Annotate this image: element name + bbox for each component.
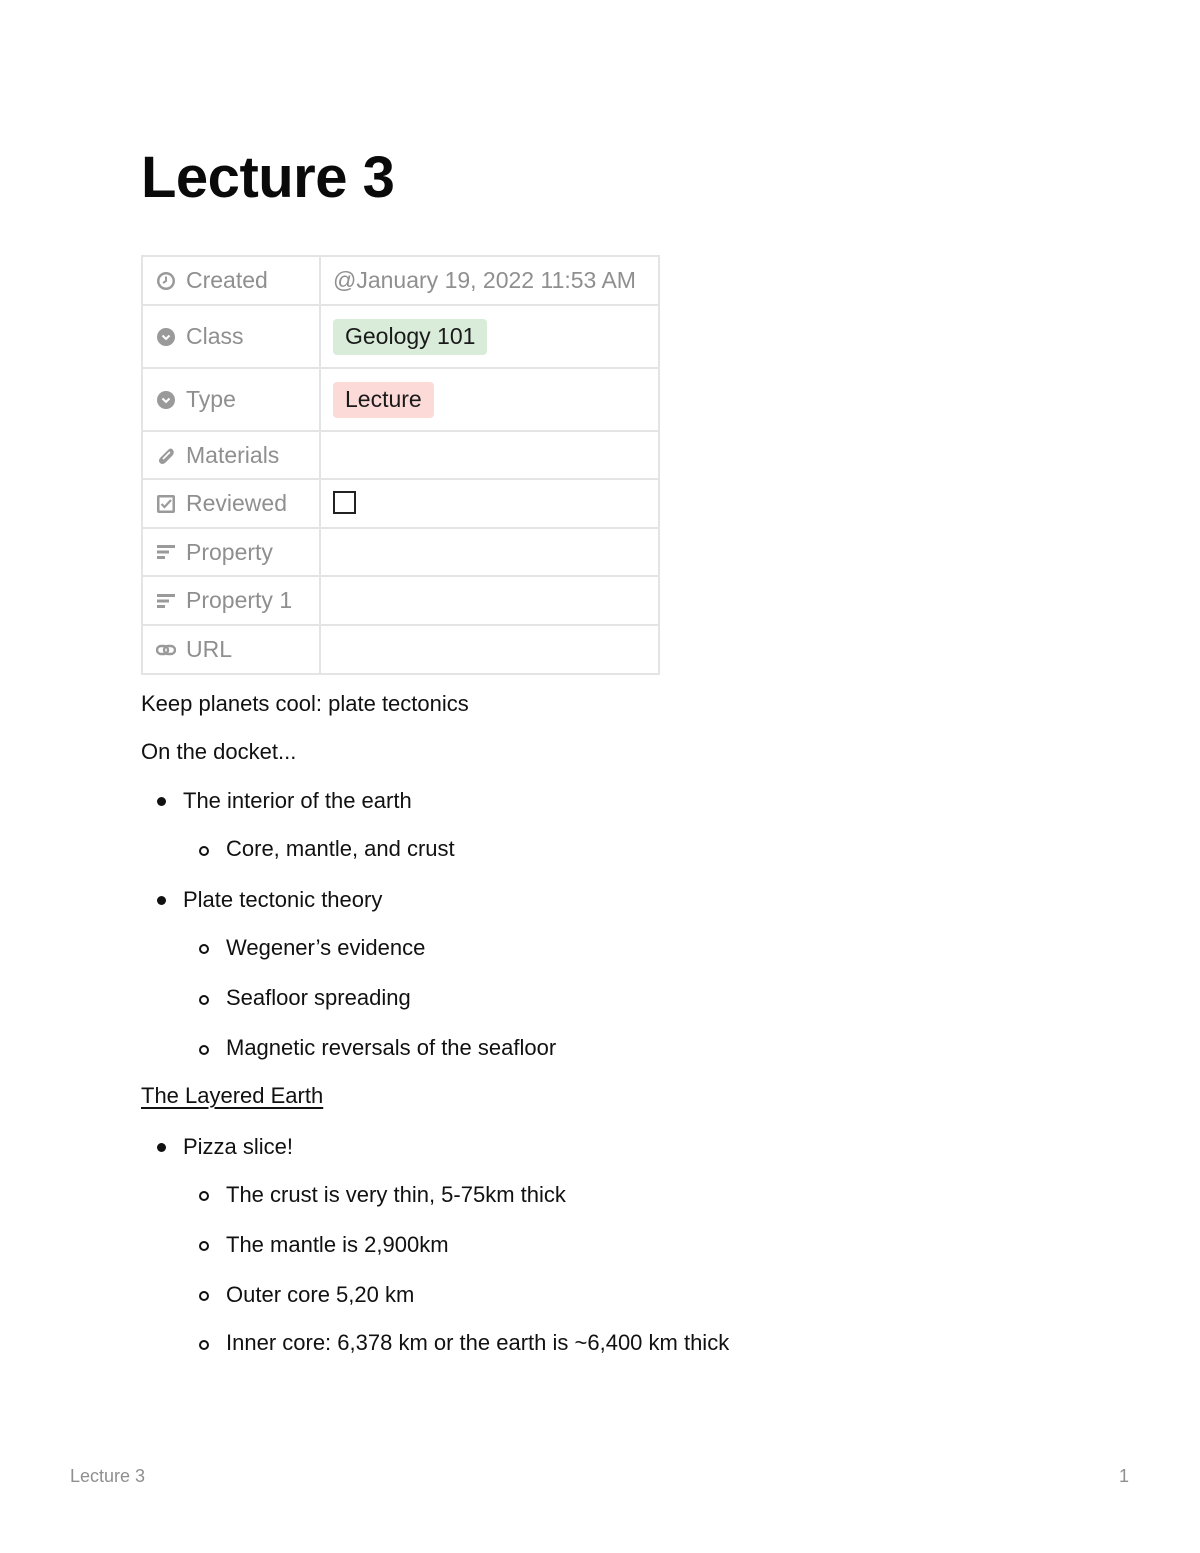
materials-value[interactable] xyxy=(320,431,659,479)
created-date-value[interactable]: @January 19, 2022 11:53 AM xyxy=(333,267,636,293)
list-item: Plate tectonic theory xyxy=(183,887,383,912)
list-item: Inner core: 6,378 km or the earth is ~6,400 km thick xyxy=(226,1330,730,1355)
bullet-dot-icon xyxy=(157,1143,166,1152)
paperclip-icon xyxy=(155,444,177,466)
bullet-ring-icon xyxy=(199,1191,209,1201)
footer-doc-name: Lecture 3 xyxy=(70,1466,146,1486)
list-item: Outer core 5,20 km xyxy=(226,1282,415,1307)
property-key: Created xyxy=(186,267,268,293)
class-tag[interactable]: Geology 101 xyxy=(333,319,487,355)
list-item: Seafloor spreading xyxy=(226,985,411,1010)
select-icon xyxy=(155,326,177,348)
select-icon xyxy=(155,389,177,411)
docket-label: On the docket... xyxy=(141,739,297,764)
property-key: Class xyxy=(186,323,244,349)
reviewed-checkbox[interactable] xyxy=(333,491,356,514)
property-key: Type xyxy=(186,386,236,412)
property-row-url xyxy=(142,625,659,674)
list-item: Magnetic reversals of the seafloor xyxy=(226,1035,557,1060)
section-heading: The Layered Earth xyxy=(141,1083,324,1108)
bullet-ring-icon xyxy=(199,944,209,954)
bullet-ring-icon xyxy=(199,1241,209,1251)
bullet-dot-icon xyxy=(157,896,166,905)
property-key: Property 1 xyxy=(186,587,293,613)
bullet-ring-icon xyxy=(199,995,209,1005)
property-key: URL xyxy=(186,636,233,662)
property-value[interactable] xyxy=(320,528,659,576)
property-1-value[interactable] xyxy=(320,576,659,625)
property-row-property xyxy=(142,528,659,576)
text-lines-icon xyxy=(155,541,177,563)
properties-table xyxy=(141,255,660,675)
intro-paragraph: Keep planets cool: plate tectonics xyxy=(141,691,469,716)
property-key: Property xyxy=(186,538,273,565)
property-row-type xyxy=(142,368,659,431)
property-key: Materials xyxy=(186,441,280,468)
page-title: Lecture 3 xyxy=(141,145,395,210)
clock-icon xyxy=(155,270,177,292)
list-item: The crust is very thin, 5-75km thick xyxy=(226,1182,566,1207)
bullet-ring-icon xyxy=(199,846,209,856)
footer-page-number: 1 xyxy=(1118,1466,1129,1486)
property-row-reviewed xyxy=(142,479,659,528)
link-icon xyxy=(155,639,177,661)
list-item: The mantle is 2,900km xyxy=(226,1232,449,1257)
property-key: Reviewed xyxy=(186,490,287,516)
bullet-dot-icon xyxy=(157,797,166,806)
list-item: The interior of the earth xyxy=(183,788,412,813)
property-row-property-1 xyxy=(142,576,659,625)
list-item: Core, mantle, and crust xyxy=(226,836,455,861)
bullet-ring-icon xyxy=(199,1340,209,1350)
property-row-materials xyxy=(142,431,659,479)
bullet-ring-icon xyxy=(199,1291,209,1301)
property-row-created xyxy=(142,256,659,305)
list-item: Pizza slice! xyxy=(183,1134,294,1159)
list-item: Wegener’s evidence xyxy=(226,935,426,960)
text-lines-icon xyxy=(155,590,177,612)
checkbox-icon xyxy=(155,493,177,515)
type-tag[interactable]: Lecture xyxy=(333,382,434,418)
url-value[interactable] xyxy=(320,625,659,674)
bullet-ring-icon xyxy=(199,1045,209,1055)
property-row-class xyxy=(142,305,659,368)
